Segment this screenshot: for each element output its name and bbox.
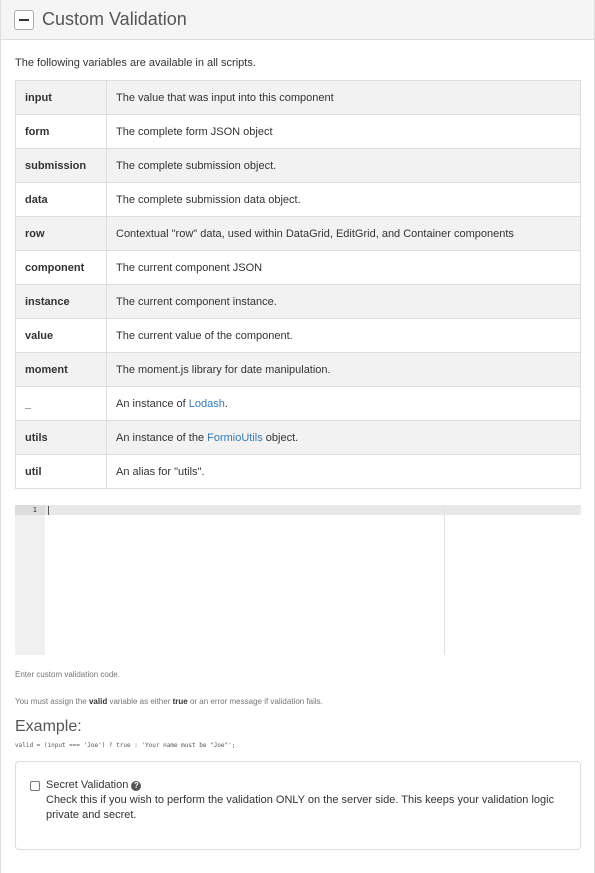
variable-name: instance <box>16 285 107 319</box>
variable-description: The complete form JSON object <box>107 115 581 149</box>
active-line <box>15 505 581 515</box>
variable-name: input <box>16 81 107 115</box>
assign-help-pre: You must assign the <box>15 697 89 706</box>
code-editor[interactable] <box>15 505 581 655</box>
secret-validation-checkbox[interactable] <box>30 781 40 791</box>
variable-row <box>16 421 581 455</box>
variable-name: _ <box>16 387 107 421</box>
assign-help-mid: variable as either <box>107 697 173 706</box>
variable-row <box>16 149 581 183</box>
variable-description-pre: An instance of the <box>116 431 208 444</box>
variable-name: row <box>16 217 107 251</box>
variable-row <box>16 183 581 217</box>
variable-row <box>16 285 581 319</box>
variable-row <box>16 387 581 421</box>
variable-description <box>107 421 581 455</box>
variable-description: The value that was input into this component <box>107 81 581 115</box>
variable-name: value <box>16 319 107 353</box>
variable-name: submission <box>16 149 107 183</box>
variable-description <box>107 387 581 421</box>
print-margin <box>444 505 445 655</box>
example-title: Example: <box>15 718 82 735</box>
variable-row <box>16 251 581 285</box>
assign-help-post: or an error message if validation fails. <box>187 697 323 706</box>
example-code: valid = (input === 'Joe') ? true : 'Your name must be "Joe"'; <box>15 742 236 749</box>
variables-table <box>15 80 581 489</box>
collapse-button[interactable] <box>14 10 34 30</box>
variable-row <box>16 217 581 251</box>
variable-description: An alias for "utils". <box>107 455 581 489</box>
variable-doc-link[interactable]: FormioUtils <box>207 431 263 444</box>
editor-gutter <box>15 505 45 655</box>
text-cursor <box>48 506 49 515</box>
variable-description: The current value of the component. <box>107 319 581 353</box>
secret-validation-label[interactable]: Secret Validation <box>46 779 129 791</box>
variable-row <box>16 319 581 353</box>
assign-help-var: valid <box>88 697 108 706</box>
question-circle-icon[interactable]: ? <box>131 781 141 791</box>
panel-heading <box>1 0 594 40</box>
variable-description: The moment.js library for date manipulation. <box>107 353 581 387</box>
variable-description-pre: An instance of <box>116 397 189 410</box>
line-number: 1 <box>32 506 37 514</box>
variable-name: utils <box>16 421 107 455</box>
secret-validation-description: Check this if you wish to perform the validation ONLY on the server side. This keeps your validation logic private and secret. <box>46 794 555 821</box>
variable-name: form <box>16 115 107 149</box>
variable-description: The current component JSON <box>107 251 581 285</box>
variable-description-post: . <box>224 397 228 410</box>
assign-help-true: true <box>172 697 188 706</box>
variable-name: util <box>16 455 107 489</box>
panel-title: Custom Validation <box>42 9 187 29</box>
variable-name: moment <box>16 353 107 387</box>
secret-validation-box <box>15 761 581 850</box>
enter-code-help: Enter custom validation code. <box>15 670 120 679</box>
variable-row <box>16 115 581 149</box>
secret-validation-text <box>46 778 564 823</box>
panel-body <box>1 56 594 850</box>
variable-row <box>16 81 581 115</box>
variable-description: The complete submission data object. <box>107 183 581 217</box>
assign-help <box>15 696 580 708</box>
variable-description: The complete submission object. <box>107 149 581 183</box>
minus-icon <box>19 19 29 21</box>
intro-text: The following variables are available in all scripts. <box>15 57 256 69</box>
variable-row <box>16 455 581 489</box>
variable-doc-link[interactable]: Lodash <box>188 397 225 410</box>
variable-description: Contextual "row" data, used within DataGrid, EditGrid, and Container components <box>107 217 581 251</box>
variable-name: data <box>16 183 107 217</box>
variable-description: The current component instance. <box>107 285 581 319</box>
variable-name: component <box>16 251 107 285</box>
variable-description-post: object. <box>262 431 299 444</box>
variable-row <box>16 353 581 387</box>
